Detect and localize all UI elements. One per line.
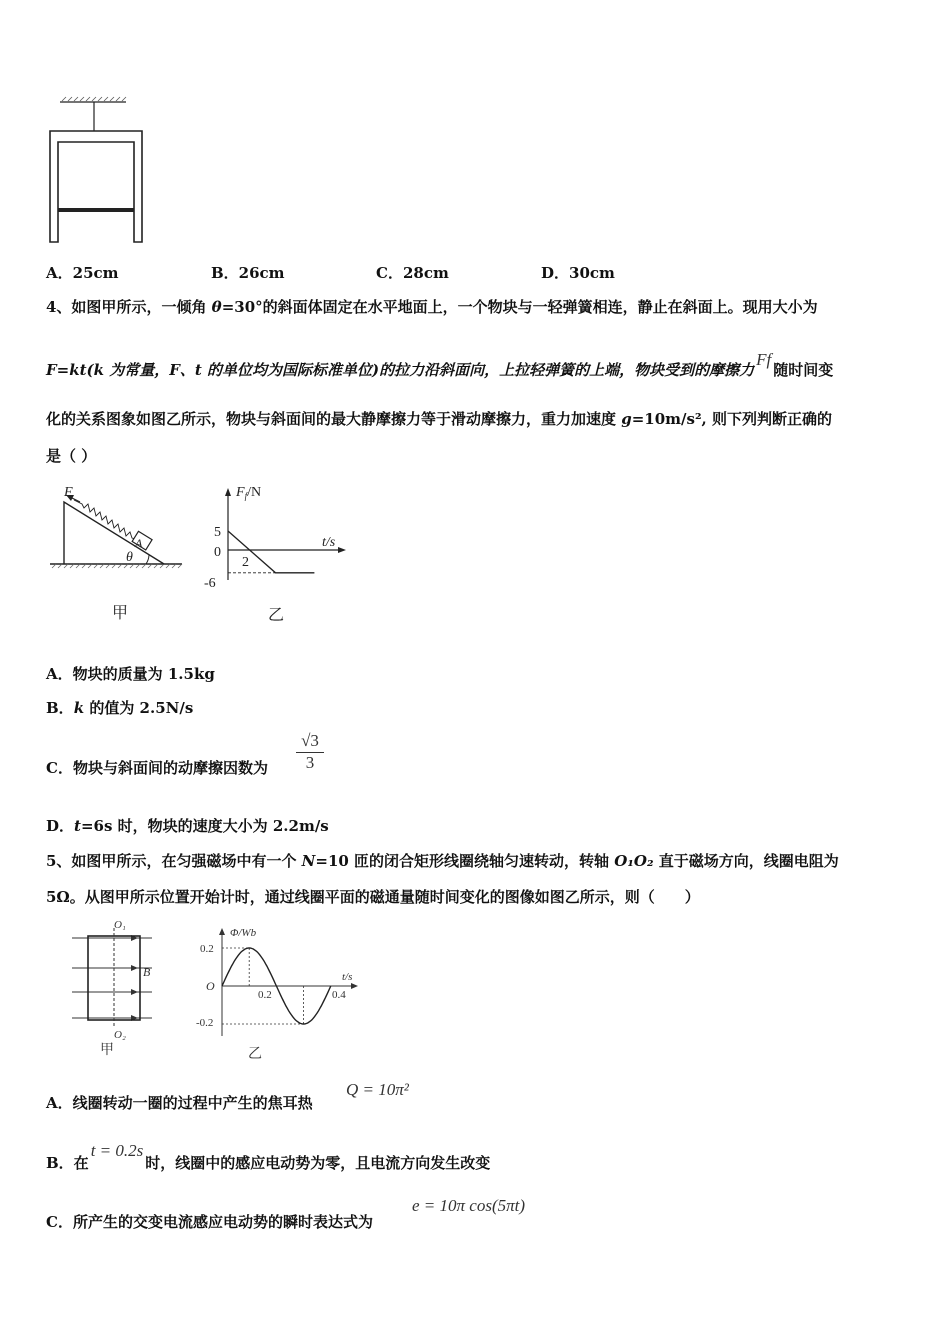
- q3-option-a[interactable]: A．25cm: [46, 264, 119, 282]
- caption-jia: 甲: [100, 1043, 114, 1058]
- q3-option-b[interactable]: B．26cm: [211, 264, 285, 282]
- x-tick-2: 2: [242, 555, 249, 570]
- angle-arc: [146, 555, 149, 564]
- y-tick-0: 0: [214, 545, 221, 560]
- axis-o2-label: O₂: [114, 1029, 126, 1041]
- x-axis-label: t/s: [322, 535, 336, 550]
- axis-o1-label: O₁: [114, 919, 126, 931]
- origin-label: O: [206, 979, 215, 993]
- q5-option-a-formula: Q = 10π²: [346, 1080, 409, 1099]
- y-axis-arrow: [219, 928, 225, 935]
- q4-stem-line3: 化的关系图象如图乙所示，物块与斜面间的最大静摩擦力等于滑动摩擦力，重力加速度 g=10m/s², 则下列判断正确的: [46, 410, 832, 428]
- q5-option-c-formula: e = 10π cos(5πt): [412, 1196, 526, 1215]
- angle-label: θ: [126, 550, 133, 565]
- friction-symbol: Ff: [756, 350, 772, 369]
- q4-stem-line4: 是（ ）: [46, 447, 97, 465]
- q5-option-b-formula: t = 0.2s: [90, 1141, 144, 1160]
- q5-option-c[interactable]: C．所产生的交变电流感应电动势的瞬时表达式为: [46, 1213, 373, 1231]
- y-axis-label: Φ/Wb: [230, 927, 257, 939]
- x-axis-label: t/s: [342, 971, 353, 983]
- field-b-label: B: [143, 965, 151, 979]
- q5-option-b[interactable]: B．在t = 0.2s时，线圈中的感应电动势为零，且电流方向发生改变: [46, 1141, 491, 1172]
- x-tick-0.2: 0.2: [258, 989, 272, 1001]
- force-label: F: [64, 485, 73, 500]
- spring: [74, 500, 138, 540]
- fraction-numerator: √3: [296, 731, 324, 753]
- q5-stem-line1: 5、如图甲所示，在匀强磁场中有一个 N=10 匝的闭合矩形线圈绕轴匀速转动，转轴 O₁O₂ 直于磁场方向，线圈电阻为: [46, 852, 839, 870]
- y-axis-arrow: [225, 488, 231, 496]
- caption-yi: 乙: [268, 607, 285, 624]
- y-tick-minus6: -6: [204, 576, 216, 591]
- q4-stem-line2: F=kt(k 为常量，F、t 的单位均为国际标准单位)的拉力沿斜面向，上拉轻弹簧的上端，物块受到的摩擦力Ff随时间变: [46, 350, 834, 379]
- x-axis-arrow: [338, 547, 346, 553]
- friction-line: [228, 531, 314, 573]
- q4-figure-yi: [200, 478, 360, 628]
- q5-figure-jia: [66, 914, 166, 1060]
- q5-figure-yi: [196, 918, 366, 1068]
- sqrt3-over-3-fraction: [296, 731, 324, 773]
- incline: [64, 502, 164, 564]
- caption-yi: 乙: [248, 1047, 262, 1062]
- q4-stem-line1: 4、如图甲所示，一倾角 θ=30°的斜面体固定在水平地面上，一个物块与一轻弹簧相连，静止在斜面上。现用大小为: [46, 298, 818, 316]
- q3-option-d[interactable]: D．30cm: [541, 264, 615, 282]
- q4-option-b[interactable]: B．k 的值为 2.5N/s: [46, 699, 194, 717]
- q4-option-d[interactable]: D．t=6s 时，物块的速度大小为 2.2m/s: [46, 817, 329, 835]
- x-axis-arrow: [351, 983, 358, 989]
- x-tick-0.4: 0.4: [332, 989, 346, 1001]
- cylinder-tube: [50, 131, 142, 242]
- caption-jia: 甲: [112, 605, 129, 622]
- q3-figure: [40, 92, 160, 252]
- q4-figure-jia: [46, 482, 191, 630]
- piston: [58, 208, 134, 212]
- q5-stem-line2: 5Ω。从图甲所示位置开始计时，通过线圈平面的磁通量随时间变化的图像如图乙所示，则（ ）: [46, 888, 700, 906]
- q4-option-c[interactable]: C．物块与斜面间的动摩擦因数为: [46, 759, 268, 777]
- q4-option-a[interactable]: A．物块的质量为 1.5kg: [46, 665, 215, 683]
- fraction-denominator: 3: [305, 753, 315, 772]
- block-label: A: [135, 536, 143, 550]
- y-tick-minus0.2: -0.2: [196, 1017, 214, 1029]
- y-axis-label: $F_f/N$: [236, 485, 262, 501]
- y-tick-0.2: 0.2: [200, 943, 214, 955]
- y-tick-5: 5: [214, 525, 221, 540]
- q3-option-c[interactable]: C．28cm: [376, 264, 449, 282]
- q5-option-a[interactable]: A．线圈转动一圈的过程中产生的焦耳热: [46, 1094, 313, 1112]
- ceiling-hatch: [60, 97, 126, 102]
- field-arrowheads: [131, 935, 138, 1021]
